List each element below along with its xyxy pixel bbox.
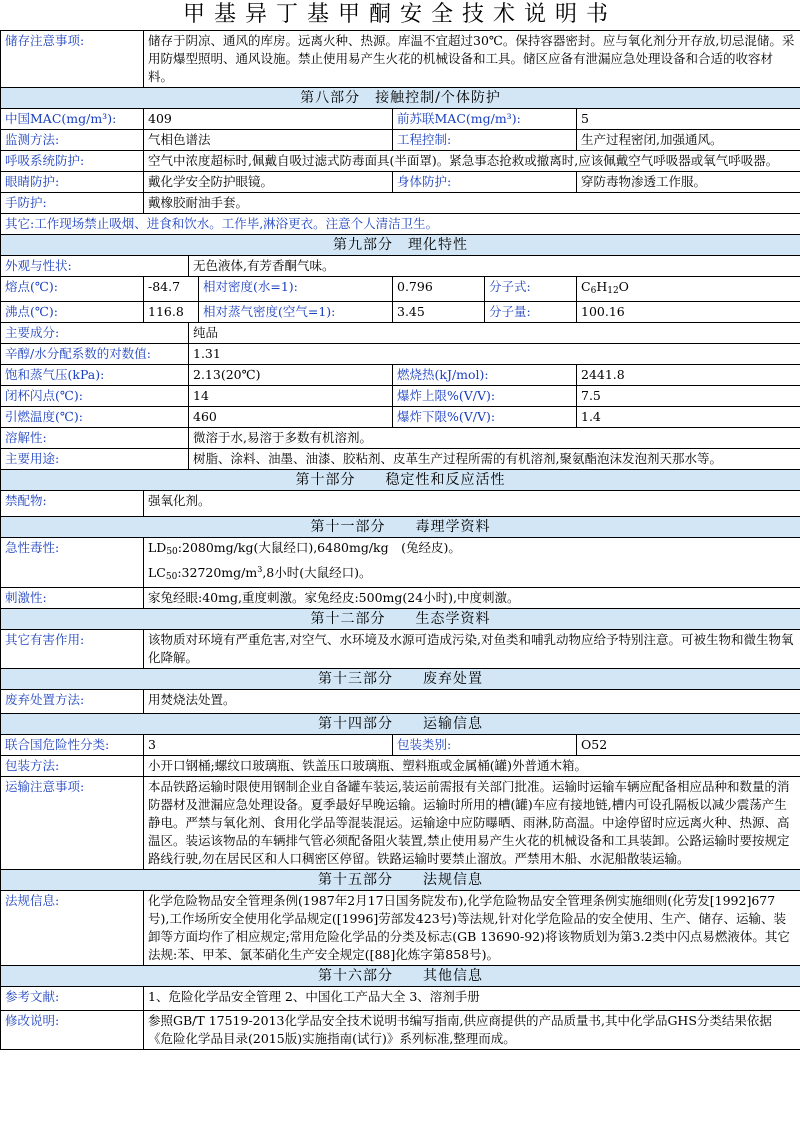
rd-water-value: 0.796 <box>393 277 485 302</box>
comp-label: 主要成分: <box>1 323 189 344</box>
disposal-label: 废弃处置方法: <box>1 690 144 714</box>
storage-label: 储存注意事项: <box>1 31 144 88</box>
mw-label: 分子量: <box>485 302 577 323</box>
acute-tox-label: 急性毒性: <box>1 538 144 588</box>
un-class-value: 3 <box>144 735 393 756</box>
reference-value: 1、危险化学品安全管理 2、中国化工产品大全 3、溶剂手册 <box>144 987 800 1011</box>
pack-cat-value: O52 <box>577 735 800 756</box>
sol-label: 溶解性: <box>1 428 189 449</box>
use-value: 树脂、涂料、油墨、油漆、胶粘剂、皮革生产过程所需的有机溶剂,聚氨酯泡沫发泡剂天那水等。 <box>189 449 800 470</box>
bp-value: 116.8 <box>144 302 199 323</box>
eco-value: 该物质对环境有严重危害,对空气、水环境及水源可造成污染,对鱼类和哺乳动物应给予特别注意。可被生物和微生物氧化降解。 <box>144 630 800 669</box>
vp-label: 饱和蒸气压(kPa): <box>1 365 189 386</box>
resp-value: 空气中浓度超标时,佩戴自吸过滤式防毒面具(半面罩)。紧急事态抢救或撤离时,应该佩戴空气呼吸器或氧气呼吸器。 <box>144 151 800 172</box>
fp-value: 14 <box>189 386 393 407</box>
section-16-heading: 第十六部分 其他信息 <box>1 966 800 987</box>
transport-label: 运输注意事项: <box>1 777 144 870</box>
vd-value: 3.45 <box>393 302 485 323</box>
hand-label: 手防护: <box>1 193 144 214</box>
section-12-heading: 第十二部分 生态学资料 <box>1 609 800 630</box>
regulation-value: 化学危险物品安全管理条例(1987年2月17日国务院发布),化学危险物品安全管理条例实施细则(化劳发[1992]677号),工作场所安全使用化学品规定([1996]劳部发423号)等法规,针对化学危险品的安全使用、生产、储存、运输、装卸等方面均作了相应规定;常用危险化学品的分类及标志(GB 13690-92)将该物质划为第3.2类中闪点易燃液体。其它法规:苯、甲苯、氯苯硝化生产安全规定([88]化炼字第858号)。 <box>144 891 800 966</box>
transport-value: 本品铁路运输时限使用钢制企业自备罐车装运,装运前需报有关部门批准。运输时运输车辆应配备相应品种和数量的消防器材及泄漏应急处理设备。夏季最好早晚运输。运输时所用的槽(罐)车应有接地链,槽内可设孔隔板以减少震荡产生静电。严禁与氧化剂、食用化学品等混装混运。运输途中应防曝晒、雨淋,防高温。中途停留时应远离火种、热源、高温区。装运该物品的车辆排气管必须配备阻火装置,禁止使用易产生火花的机械设备和工具装卸。公路运输时要按规定路线行驶,勿在居民区和人口稠密区停留。铁路运输时要禁止溜放。严禁用木船、水泥船散装运输。 <box>144 777 800 870</box>
storage-value: 储存于阴凉、通风的库房。远离火种、热源。库温不宜超过30℃。保持容器密封。应与氧化剂分开存放,切忌混储。采用防爆型照明、通风设施。禁止使用易产生火花的机械设备和工具。储区应备有泄漏应急处理设备和合适的收容材料。 <box>144 31 800 88</box>
un-class-label: 联合国危险性分类: <box>1 735 144 756</box>
irritation-value: 家兔经眼:40mg,重度刺激。家兔经皮:500mg(24小时),中度刺激。 <box>144 588 800 609</box>
eco-label: 其它有害作用: <box>1 630 144 669</box>
lel-label: 爆炸下限%(V/V): <box>393 407 577 428</box>
incompat-label: 禁配物: <box>1 491 144 517</box>
comp-value: 纯品 <box>189 323 800 344</box>
monitor-value: 气相色谱法 <box>144 130 393 151</box>
acute-tox-value: $LD_{50}:2080mg/kg$(大鼠经口),6480mg/kg (兔经皮)。 $LC_{50}:32720mg/m^3,8$小时(大鼠经口)。 <box>144 538 800 588</box>
eye-value: 戴化学安全防护眼镜。 <box>144 172 393 193</box>
mac-su-value: 5 <box>577 109 800 130</box>
fp-label: 闭杯闪点(℃): <box>1 386 189 407</box>
mw-value: 100.16 <box>577 302 800 323</box>
uel-label: 爆炸上限%(V/V): <box>393 386 577 407</box>
reference-label: 参考文献: <box>1 987 144 1011</box>
section-8-heading: 第八部分 接触控制/个体防护 <box>1 88 800 109</box>
logp-value: 1.31 <box>189 344 800 365</box>
heat-label: 燃烧热(kJ/mol): <box>393 365 577 386</box>
body-value: 穿防毒物渗透工作服。 <box>577 172 800 193</box>
section-9-heading: 第九部分 理化特性 <box>1 235 800 256</box>
rd-water-label: 相对密度(水=1): <box>199 277 393 302</box>
incompat-value: 强氧化剂。 <box>144 491 800 517</box>
mp-label: 熔点(℃): <box>1 277 144 302</box>
section-15-heading: 第十五部分 法规信息 <box>1 870 800 891</box>
formula-label: 分子式: <box>485 277 577 302</box>
ait-value: 460 <box>189 407 393 428</box>
pack-cat-label: 包装类别: <box>393 735 577 756</box>
vp-value: 2.13(20℃) <box>189 365 393 386</box>
irritation-label: 刺激性: <box>1 588 144 609</box>
eng-control-label: 工程控制: <box>393 130 577 151</box>
ait-label: 引燃温度(℃): <box>1 407 189 428</box>
monitor-label: 监测方法: <box>1 130 144 151</box>
section-10-heading: 第十部分 稳定性和反应活性 <box>1 470 800 491</box>
lel-value: 1.4 <box>577 407 800 428</box>
other-protection: 其它:工作现场禁止吸烟、进食和饮水。工作毕,淋浴更衣。注意个人清洁卫生。 <box>1 214 800 235</box>
appearance-value: 无色液体,有芳香酮气味。 <box>189 256 800 277</box>
formula-value: $C_6H_{12}O$ <box>577 277 800 302</box>
mac-cn-label: 中国MAC(mg/m³): <box>1 109 144 130</box>
sol-value: 微溶于水,易溶于多数有机溶剂。 <box>189 428 800 449</box>
vd-label: 相对蒸气密度(空气=1): <box>199 302 393 323</box>
resp-label: 呼吸系统防护: <box>1 151 144 172</box>
logp-label: 辛醇/水分配系数的对数值: <box>1 344 189 365</box>
packing-value: 小开口钢桶;螺纹口玻璃瓶、铁盖压口玻璃瓶、塑料瓶或金属桶(罐)外普通木箱。 <box>144 756 800 777</box>
mp-value: -84.7 <box>144 277 199 302</box>
document-title: 甲基异丁基甲酮安全技术说明书 <box>182 2 617 27</box>
bp-label: 沸点(℃): <box>1 302 144 323</box>
eye-label: 眼睛防护: <box>1 172 144 193</box>
uel-value: 7.5 <box>577 386 800 407</box>
section-13-heading: 第十三部分 废弃处置 <box>1 669 800 690</box>
body-label: 身体防护: <box>393 172 577 193</box>
msds-table <box>0 30 800 1050</box>
revision-value: 参照GB/T 17519-2013化学品安全技术说明书编写指南,供应商提供的产品质量书,其中化学品GHS分类结果依据《危险化学品目录(2015版)实施指南(试行)》系列标准,整理而成。 <box>144 1011 800 1050</box>
use-label: 主要用途: <box>1 449 189 470</box>
section-14-heading: 第十四部分 运输信息 <box>1 714 800 735</box>
eng-control-value: 生产过程密闭,加强通风。 <box>577 130 800 151</box>
packing-label: 包装方法: <box>1 756 144 777</box>
regulation-label: 法规信息: <box>1 891 144 966</box>
disposal-value: 用焚烧法处置。 <box>144 690 800 714</box>
section-11-heading: 第十一部分 毒理学资料 <box>1 517 800 538</box>
mac-su-label: 前苏联MAC(mg/m³): <box>393 109 577 130</box>
hand-value: 戴橡胶耐油手套。 <box>144 193 800 214</box>
heat-value: 2441.8 <box>577 365 800 386</box>
mac-cn-value: 409 <box>144 109 393 130</box>
revision-label: 修改说明: <box>1 1011 144 1050</box>
appearance-label: 外观与性状: <box>1 256 189 277</box>
